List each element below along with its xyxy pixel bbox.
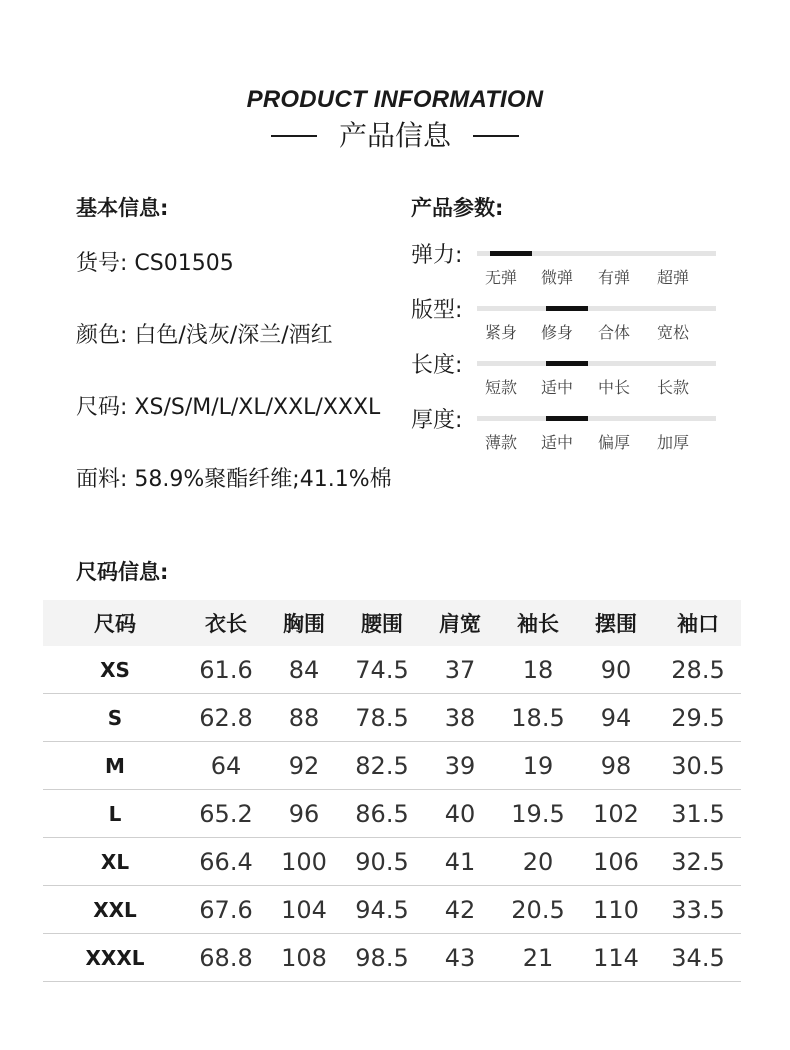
item-number-line: 货号: CS01505 bbox=[76, 251, 234, 276]
param-option: 微弹 bbox=[540, 268, 573, 287]
param-option: 紧身 bbox=[484, 323, 517, 342]
title-left-rule bbox=[271, 135, 317, 137]
measurement-cell: 90.5 bbox=[343, 838, 421, 886]
param-option: 加厚 bbox=[656, 433, 689, 452]
size-table-header-row bbox=[43, 600, 741, 646]
size-table-column-header: 袖长 bbox=[499, 600, 577, 646]
measurement-cell: 94 bbox=[577, 694, 655, 742]
param-scale-track bbox=[477, 416, 716, 421]
table-row bbox=[43, 934, 741, 982]
measurement-cell: 20 bbox=[499, 838, 577, 886]
param-option: 无弹 bbox=[484, 268, 517, 287]
param-selected-marker bbox=[546, 306, 588, 311]
fabric-line: 面料: 58.9%聚酯纤维;41.1%棉 bbox=[76, 467, 392, 492]
measurement-cell: 18.5 bbox=[499, 694, 577, 742]
measurement-cell: 31.5 bbox=[655, 790, 741, 838]
params-heading: 产品参数: bbox=[411, 196, 504, 220]
param-option: 适中 bbox=[540, 378, 573, 397]
title-right-rule bbox=[473, 135, 519, 137]
measurement-cell: 19.5 bbox=[499, 790, 577, 838]
measurement-cell: 62.8 bbox=[187, 694, 265, 742]
size-table bbox=[43, 600, 741, 982]
measurement-cell: 78.5 bbox=[343, 694, 421, 742]
size-line: 尺码: XS/S/M/L/XL/XXL/XXXL bbox=[76, 395, 381, 420]
measurement-cell: 114 bbox=[577, 934, 655, 982]
measurement-cell: 21 bbox=[499, 934, 577, 982]
measurement-cell: 64 bbox=[187, 742, 265, 790]
measurement-cell: 106 bbox=[577, 838, 655, 886]
param-selected-marker bbox=[546, 416, 588, 421]
measurement-cell: 42 bbox=[421, 886, 499, 934]
measurement-cell: 68.8 bbox=[187, 934, 265, 982]
measurement-cell: 20.5 bbox=[499, 886, 577, 934]
size-table-column-header: 袖口 bbox=[655, 600, 741, 646]
param-label: 版型: bbox=[411, 298, 463, 323]
measurement-cell: 30.5 bbox=[655, 742, 741, 790]
measurement-cell: 67.6 bbox=[187, 886, 265, 934]
param-option: 短款 bbox=[484, 378, 517, 397]
measurement-cell: 38 bbox=[421, 694, 499, 742]
measurement-cell: 104 bbox=[265, 886, 343, 934]
measurement-cell: 32.5 bbox=[655, 838, 741, 886]
param-scale-track bbox=[477, 306, 716, 311]
measurement-cell: 110 bbox=[577, 886, 655, 934]
measurement-cell: 66.4 bbox=[187, 838, 265, 886]
param-option: 宽松 bbox=[656, 323, 689, 342]
measurement-cell: 41 bbox=[421, 838, 499, 886]
measurement-cell: 43 bbox=[421, 934, 499, 982]
param-selected-marker bbox=[490, 251, 532, 256]
size-table-column-header: 腰围 bbox=[343, 600, 421, 646]
size-cell: XXXL bbox=[43, 934, 187, 982]
measurement-cell: 18 bbox=[499, 646, 577, 694]
size-table-column-header: 摆围 bbox=[577, 600, 655, 646]
measurement-cell: 19 bbox=[499, 742, 577, 790]
param-option: 修身 bbox=[540, 323, 573, 342]
measurement-cell: 98 bbox=[577, 742, 655, 790]
measurement-cell: 74.5 bbox=[343, 646, 421, 694]
measurement-cell: 37 bbox=[421, 646, 499, 694]
param-option: 有弹 bbox=[597, 268, 630, 287]
table-row bbox=[43, 790, 741, 838]
measurement-cell: 88 bbox=[265, 694, 343, 742]
size-info-heading: 尺码信息: bbox=[76, 560, 169, 584]
measurement-cell: 61.6 bbox=[187, 646, 265, 694]
param-label: 长度: bbox=[411, 353, 463, 378]
param-scale-track bbox=[477, 361, 716, 366]
measurement-cell: 108 bbox=[265, 934, 343, 982]
param-option: 长款 bbox=[656, 378, 689, 397]
size-table-column-header: 尺码 bbox=[43, 600, 187, 646]
measurement-cell: 98.5 bbox=[343, 934, 421, 982]
size-cell: L bbox=[43, 790, 187, 838]
measurement-cell: 96 bbox=[265, 790, 343, 838]
size-cell: XXL bbox=[43, 886, 187, 934]
measurement-cell: 29.5 bbox=[655, 694, 741, 742]
page-title-cn-row bbox=[0, 118, 790, 154]
measurement-cell: 100 bbox=[265, 838, 343, 886]
size-cell: M bbox=[43, 742, 187, 790]
param-selected-marker bbox=[546, 361, 588, 366]
param-option: 超弹 bbox=[656, 268, 689, 287]
table-row bbox=[43, 646, 741, 694]
measurement-cell: 65.2 bbox=[187, 790, 265, 838]
measurement-cell: 102 bbox=[577, 790, 655, 838]
measurement-cell: 90 bbox=[577, 646, 655, 694]
table-row bbox=[43, 838, 741, 886]
measurement-cell: 84 bbox=[265, 646, 343, 694]
measurement-cell: 34.5 bbox=[655, 934, 741, 982]
measurement-cell: 94.5 bbox=[343, 886, 421, 934]
measurement-cell: 92 bbox=[265, 742, 343, 790]
measurement-cell: 82.5 bbox=[343, 742, 421, 790]
page-title-en: PRODUCT INFORMATION bbox=[246, 86, 544, 113]
measurement-cell: 39 bbox=[421, 742, 499, 790]
param-option: 合体 bbox=[597, 323, 630, 342]
measurement-cell: 40 bbox=[421, 790, 499, 838]
table-row bbox=[43, 886, 741, 934]
measurement-cell: 28.5 bbox=[655, 646, 741, 694]
page-title-cn: 产品信息 bbox=[338, 119, 451, 152]
size-table-column-header: 胸围 bbox=[265, 600, 343, 646]
param-option: 偏厚 bbox=[597, 433, 630, 452]
measurement-cell: 33.5 bbox=[655, 886, 741, 934]
basic-info-heading: 基本信息: bbox=[76, 196, 169, 220]
table-row bbox=[43, 694, 741, 742]
size-table-column-header: 肩宽 bbox=[421, 600, 499, 646]
param-option: 适中 bbox=[540, 433, 573, 452]
size-cell: XS bbox=[43, 646, 187, 694]
size-cell: S bbox=[43, 694, 187, 742]
size-cell: XL bbox=[43, 838, 187, 886]
size-table-column-header: 衣长 bbox=[187, 600, 265, 646]
color-line: 颜色: 白色/浅灰/深兰/酒红 bbox=[76, 323, 333, 348]
param-option: 薄款 bbox=[484, 433, 517, 452]
measurement-cell: 86.5 bbox=[343, 790, 421, 838]
table-row bbox=[43, 742, 741, 790]
param-label: 厚度: bbox=[411, 408, 463, 433]
param-option: 中长 bbox=[597, 378, 630, 397]
param-label: 弹力: bbox=[411, 243, 463, 268]
